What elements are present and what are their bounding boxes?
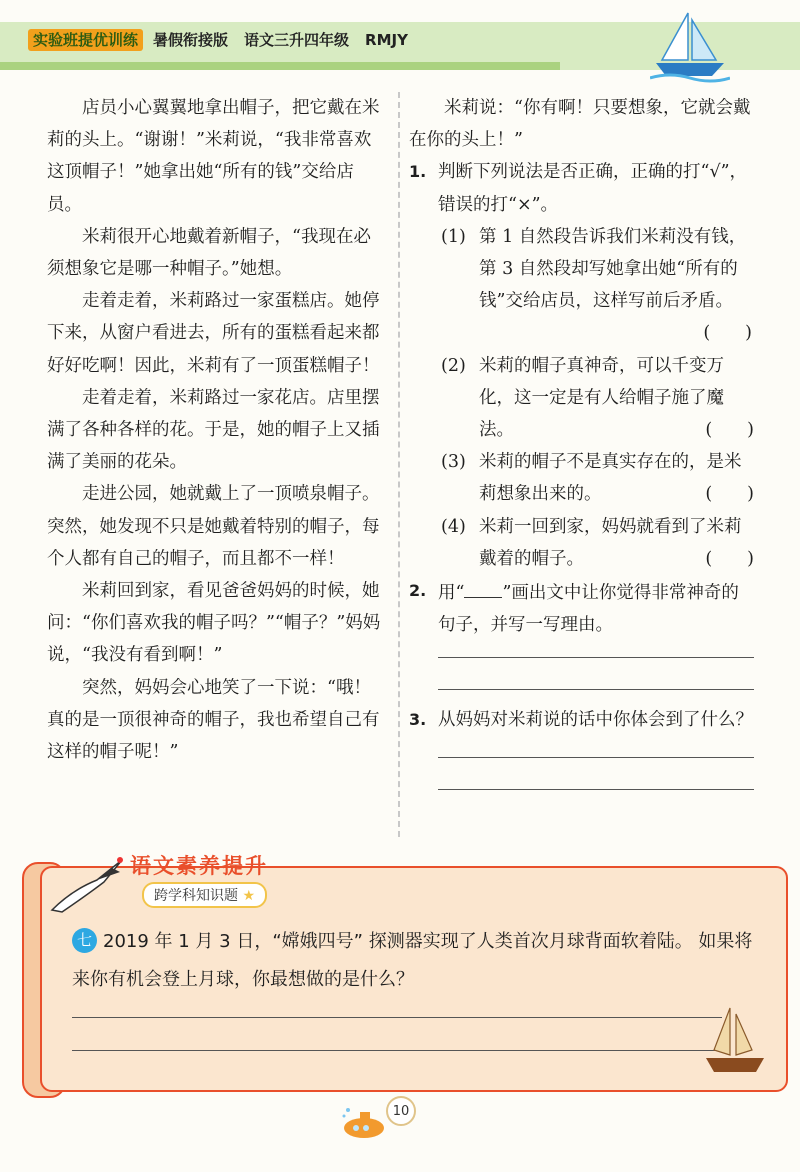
header-series: 暑假衔接版 — [153, 31, 229, 49]
item-text: 米莉一回到家，妈妈就看到了米莉戴着的帽子。 ( ) — [479, 511, 754, 575]
answer-paren-1[interactable]: ( ) — [703, 323, 752, 344]
item-number: (2) — [441, 355, 466, 376]
question-3-number: 3. — [409, 710, 427, 730]
story-paragraph-5: 走进公园，她就戴上了一顶喷泉帽子。突然，她发现不只是她戴着特别的帽子，每个人都有自己的帽子，而且都不一样！ — [47, 484, 380, 569]
story-paragraph-2: 米莉很开心地戴着新帽子，“我现在必须想象它是哪一种帽子。”她想。 — [47, 226, 371, 280]
page-number: 10 — [386, 1096, 416, 1126]
header-badge: 实验班提优训练 — [28, 29, 143, 51]
task-number-badge: 七 — [72, 928, 97, 953]
right-column — [409, 92, 754, 790]
question-3 — [409, 704, 754, 736]
question-1-text: 判断下列说法是否正确，正确的打“√”，错误的打“×”。 — [438, 162, 748, 215]
header-code: RMJY — [365, 31, 408, 49]
header-subject: 语文三升四年级 — [244, 31, 350, 49]
question-1-number: 1. — [409, 162, 427, 182]
question-1-item-1 — [409, 221, 754, 318]
answer-line-3b[interactable] — [438, 789, 754, 790]
section-banner-subtitle: 跨学科知识题 ★ — [142, 882, 267, 908]
answer-paren-2[interactable]: ( ) — [705, 420, 754, 441]
item-number: (3) — [441, 452, 466, 473]
item-text: 米莉的帽子真神奇，可以千变万化，这一定是有人给帽子施了魔法。 ( ) — [479, 350, 754, 447]
star-icon: ★ — [242, 888, 256, 904]
column-divider — [398, 92, 400, 837]
submarine-icon — [340, 1102, 390, 1142]
header-stripe — [0, 62, 560, 70]
answer-paren-4[interactable]: ( ) — [705, 548, 754, 569]
story-left-column — [47, 92, 387, 768]
story-paragraph-3: 走着走着，米莉路过一家蛋糕店。她停下来，从窗户看进去，所有的蛋糕看起来都好好吃啊！因此，米莉有了一顶蛋糕帽子！ — [47, 291, 380, 376]
story-paragraph-4: 走着走着，米莉路过一家花店。店里摆满了各种各样的花。于是，她的帽子上又插满了美丽的花朵。 — [47, 387, 380, 473]
question-1-item-3 — [409, 446, 754, 510]
page-header — [0, 0, 800, 80]
story-paragraph-1: 店员小心翼翼地拿出帽子，把它戴在米莉的头上。“谢谢！”米莉说，“我非常喜欢这顶帽子！”她拿出她“所有的钱”交给店员。 — [47, 98, 380, 215]
question-3-text: 从妈妈对米莉说的话中你体会到了什么？ — [438, 710, 753, 731]
writing-line-1[interactable] — [72, 1017, 722, 1018]
task-text: 2019 年 1 月 3 日，“嫦娥四号” 探测器实现了人类首次月球背面软着陆。 如果将来你有机会登上月球，你最想做的是什么？ — [72, 931, 753, 990]
item-text: 第 1 自然段告诉我们米莉没有钱，第 3 自然段却写她拿出她“所有的钱”交给店员，这样写前后矛盾。 — [479, 226, 747, 312]
junk-ship-icon — [700, 1000, 770, 1080]
question-2-number: 2. — [409, 581, 427, 601]
crane-icon — [42, 850, 132, 920]
question-2 — [409, 575, 754, 641]
item-text: 米莉的帽子不是真实存在的，是米莉想象出来的。 ( ) — [479, 446, 754, 510]
header-title — [28, 29, 408, 50]
story-paragraph-7: 突然，妈妈会心地笑了一下说：“哦！真的是一顶很神奇的帽子，我也希望自己有这样的帽子呢！” — [47, 677, 380, 763]
sailboat-icon — [650, 8, 730, 83]
question-1-item-2 — [409, 350, 754, 447]
underline-mark — [464, 575, 502, 598]
question-1 — [409, 156, 754, 220]
item-number: (1) — [441, 226, 466, 247]
story-paragraph-8: 米莉说：“你有啊！只要想象，它就会戴在你的头上！” — [409, 98, 751, 151]
item-number: (4) — [441, 516, 466, 537]
story-paragraph-6: 米莉回到家，看见爸爸妈妈的时候，她问：“你们喜欢我的帽子吗？”“帽子？”妈妈说，“我没有看到啊！” — [47, 581, 381, 666]
question-1-item-4 — [409, 511, 754, 575]
extension-task — [72, 923, 762, 999]
section-banner-title: 语文素养提升 — [130, 854, 268, 878]
question-2-text: 用“ ”画出文中让你觉得非常神奇的句子，并写一写理由。 — [438, 575, 754, 641]
writing-line-2[interactable] — [72, 1050, 722, 1051]
answer-paren-3[interactable]: ( ) — [705, 484, 754, 505]
